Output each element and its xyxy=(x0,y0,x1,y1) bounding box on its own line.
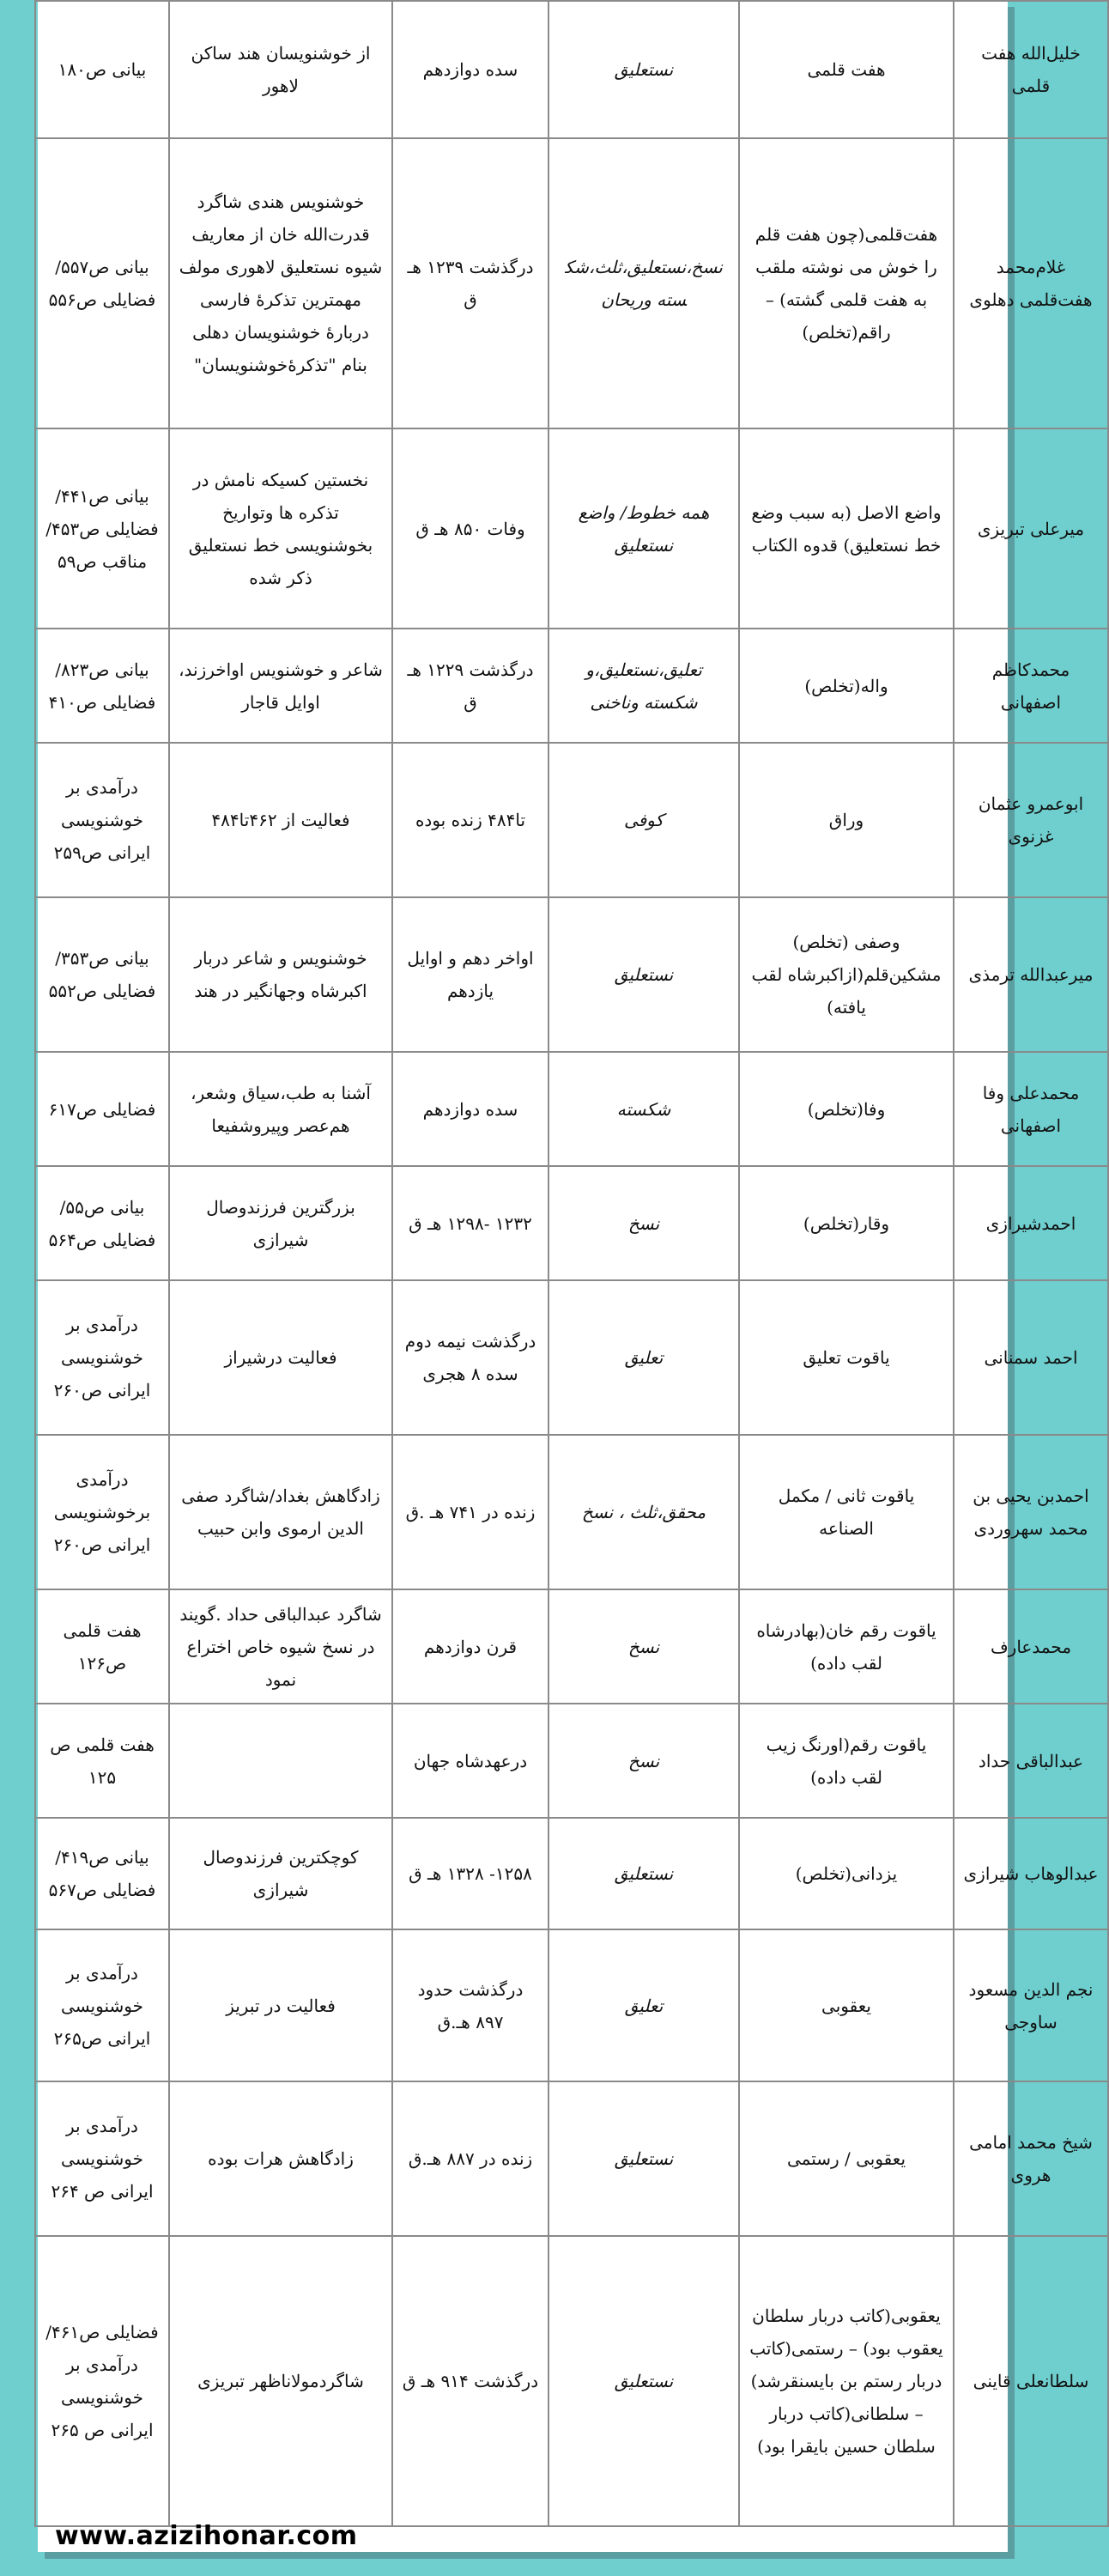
table-body xyxy=(35,1,1108,2526)
cell-period: سده دوازدهم xyxy=(392,1052,548,1166)
cell-style: شکسته xyxy=(548,1052,739,1166)
cell-source: بیانی ص۸۲۳/ فضایلی ص۴۱۰ xyxy=(35,629,169,743)
cell-description: زادگاهش هرات بوده xyxy=(169,2081,392,2236)
cell-name: میرعبدالله ترمذی xyxy=(954,897,1108,1052)
table-row xyxy=(35,1280,1108,1435)
cell-style: نستعلیق xyxy=(548,2081,739,2236)
cell-period: درگذشت نیمه دوم سده ۸ هجری xyxy=(392,1280,548,1435)
cell-source: بیانی ص۱۸۰ xyxy=(35,1,169,138)
cell-style: کوفی xyxy=(548,743,739,897)
table-row xyxy=(35,2236,1108,2526)
cell-source: فضایلی ص۴۶۱/ درآمدی بر خوشنویسی ایرانی ص ۲۶۵ xyxy=(35,2236,169,2526)
cell-style: نسخ xyxy=(548,1704,739,1818)
cell-description: بزرگترین فرزندوصال شیرازی xyxy=(169,1166,392,1280)
cell-style: تعلیق xyxy=(548,1280,739,1435)
cell-source: درآمدی بر خوشنویسی ایرانی ص۲۶۵ xyxy=(35,1929,169,2081)
cell-period: اواخر دهم و اوایل یازدهم xyxy=(392,897,548,1052)
cell-title: یزدانی(تخلص) xyxy=(739,1818,954,1929)
cell-description: شاگردمولاناظهر تبریزی xyxy=(169,2236,392,2526)
cell-title: وراق xyxy=(739,743,954,897)
table-row xyxy=(35,897,1108,1052)
cell-name: احمدشیرازی xyxy=(954,1166,1108,1280)
cell-style: نستعلیق xyxy=(548,1,739,138)
cell-title: یعقوبی(کاتب دربار سلطان یعقوب بود) – رستمی(کاتب دربار رستم بن بایسنقرشد) – سلطانی(کاتب دربار سلطان حسین بایقرا بود) xyxy=(739,2236,954,2526)
cell-name: محمدکاظم اصفهانی xyxy=(954,629,1108,743)
cell-title: یعقوبی xyxy=(739,1929,954,2081)
cell-description: فعالیت درشیراز xyxy=(169,1280,392,1435)
table-row xyxy=(35,1166,1108,1280)
cell-name: نجم الدین مسعود ساوجی xyxy=(954,1929,1108,2081)
cell-name: احمدبن یحیی بن محمد سهروردی xyxy=(954,1435,1108,1589)
cell-title: وفا(تخلص) xyxy=(739,1052,954,1166)
cell-style: نسخ،نستعلیق،ثلث،شکسته وریحان xyxy=(548,138,739,428)
cell-source: فضایلی ص۶۱۷ xyxy=(35,1052,169,1166)
table-row xyxy=(35,1052,1108,1166)
cell-source: درآمدی بر خوشنویسی ایرانی ص۲۶۰ xyxy=(35,1280,169,1435)
cell-style: نسخ xyxy=(548,1589,739,1704)
table-row xyxy=(35,743,1108,897)
cell-period: ۱۲۳۲ -۱۲۹۸ هـ ق xyxy=(392,1166,548,1280)
cell-source: بیانی ص۳۵۳/فضایلی ص۵۵۲ xyxy=(35,897,169,1052)
cell-period: ۱۲۵۸- ۱۳۲۸ هـ ق xyxy=(392,1818,548,1929)
table-row xyxy=(35,629,1108,743)
cell-source: بیانی ص۵۵/ فضایلی ص۵۶۴ xyxy=(35,1166,169,1280)
cell-title: یاقوت رقم(اورنگ زیب لقب داده) xyxy=(739,1704,954,1818)
cell-style: تعلیق،نستعلیق،و شکسته وناخنی xyxy=(548,629,739,743)
cell-title: وقار(تخلص) xyxy=(739,1166,954,1280)
cell-description xyxy=(169,1704,392,1818)
cell-name: خلیل‌الله هفت قلمی xyxy=(954,1,1108,138)
cell-source: درآمدی بر خوشنویسی ایرانی ص۲۵۹ xyxy=(35,743,169,897)
cell-name: عبدالوهاب شیرازی xyxy=(954,1818,1108,1929)
cell-title: یاقوت رقم خان(بهادرشاه لقب داده) xyxy=(739,1589,954,1704)
cell-period: قرن دوازدهم xyxy=(392,1589,548,1704)
cell-description: زادگاهش بغداد/شاگرد صفی الدین ارموی وابن حبیب xyxy=(169,1435,392,1589)
cell-description: فعالیت در تبریز xyxy=(169,1929,392,2081)
cell-source: بیانی ص۴۱۹/ فضایلی ص۵۶۷ xyxy=(35,1818,169,1929)
cell-period: سده دوازدهم xyxy=(392,1,548,138)
cell-style: نستعلیق xyxy=(548,2236,739,2526)
cell-title: یاقوت تعلیق xyxy=(739,1280,954,1435)
cell-source: هفت قلمی ص۱۲۶ xyxy=(35,1589,169,1704)
cell-description: شاگرد عبدالباقی حداد .گویند در نسخ شیوه خاص اختراع نمود xyxy=(169,1589,392,1704)
cell-style: محقق،ثلث ، نسخ xyxy=(548,1435,739,1589)
cell-description: خوشنویس و شاعر دربار اکبرشاه وجهانگیر در هند xyxy=(169,897,392,1052)
cell-title: واضع الاصل (به سبب وضع خط نستعلیق) قدوه الکتاب xyxy=(739,428,954,629)
cell-style: نستعلیق xyxy=(548,1818,739,1929)
site-watermark: www.azizihonar.com xyxy=(55,2521,358,2551)
cell-title: وصفی (تخلص) مشکین‌قلم(ازاکبرشاه لقب یافته) xyxy=(739,897,954,1052)
cell-style: نسخ xyxy=(548,1166,739,1280)
table-row xyxy=(35,1,1108,138)
table-row xyxy=(35,2081,1108,2236)
cell-source: درآمدی برخوشنویسی ایرانی ص۲۶۰ xyxy=(35,1435,169,1589)
cell-name: سلطانعلی قاینی xyxy=(954,2236,1108,2526)
table-row xyxy=(35,1818,1108,1929)
table-row xyxy=(35,428,1108,629)
cell-description: کوچکترین فرزندوصال شیرازی xyxy=(169,1818,392,1929)
cell-title: واله(تخلص) xyxy=(739,629,954,743)
cell-title: هفت قلمی xyxy=(739,1,954,138)
cell-period: درگذشت ۱۲۲۹ هـ ق xyxy=(392,629,548,743)
cell-style: تعلیق xyxy=(548,1929,739,2081)
cell-source: هفت قلمی ص ۱۲۵ xyxy=(35,1704,169,1818)
table-row xyxy=(35,138,1108,428)
cell-source: درآمدی بر خوشنویسی ایرانی ص ۲۶۴ xyxy=(35,2081,169,2236)
table-row xyxy=(35,1929,1108,2081)
cell-name: عبدالباقی حداد xyxy=(954,1704,1108,1818)
cell-name: احمد سمنانی xyxy=(954,1280,1108,1435)
calligraphers-table xyxy=(34,0,1109,2527)
table-row xyxy=(35,1435,1108,1589)
table-row xyxy=(35,1589,1108,1704)
cell-description: شاعر و خوشنویس اواخرزند، اوایل قاجار xyxy=(169,629,392,743)
cell-title: هفت‌قلمی(چون هفت قلم را خوش می نوشته ملقب به هفت قلمی گشته) – راقم(تخلص) xyxy=(739,138,954,428)
cell-period: درگذشت ۱۲۳۹ هـ ق xyxy=(392,138,548,428)
cell-name: غلام‌محمد هفت‌قلمی دهلوی xyxy=(954,138,1108,428)
cell-name: محمدعلی وفا اصفهانی xyxy=(954,1052,1108,1166)
cell-period: درگذشت ۹۱۴ هـ ق xyxy=(392,2236,548,2526)
cell-period: تا۴۸۴ زنده بوده xyxy=(392,743,548,897)
cell-description: از خوشنویسان هند ساکن لاهور xyxy=(169,1,392,138)
cell-source: بیانی ص۵۵۷/ فضایلی ص۵۵۶ xyxy=(35,138,169,428)
cell-source: بیانی ص۴۴۱/فضایلی ص۴۵۳/مناقب ص۵۹ xyxy=(35,428,169,629)
cell-name: ابوعمرو عثمان غزنوی xyxy=(954,743,1108,897)
cell-period: وفات ۸۵۰ هـ ق xyxy=(392,428,548,629)
cell-period: زنده در ۸۸۷ هـ.ق xyxy=(392,2081,548,2236)
cell-name: محمدعارف xyxy=(954,1589,1108,1704)
cell-period: زنده در ۷۴۱ هـ .ق xyxy=(392,1435,548,1589)
cell-title: یعقوبی / رستمی xyxy=(739,2081,954,2236)
cell-style: نستعلیق xyxy=(548,897,739,1052)
cell-description: نخستین کسیکه نامش در تذکره ها وتواریخ بخوشنویسی خط نستعلیق ذکر شده xyxy=(169,428,392,629)
cell-period: درگذشت حدود ۸۹۷ هـ.ق xyxy=(392,1929,548,2081)
cell-description: آشنا به طب،سیاق وشعر، هم‌عصر وپیروشفیعا xyxy=(169,1052,392,1166)
cell-title: یاقوت ثانی / مکمل الصناعه xyxy=(739,1435,954,1589)
cell-name: میرعلی تبریزی xyxy=(954,428,1108,629)
cell-description: خوشنویس هندی شاگرد قدرت‌الله خان از معاریف شیوه نستعلیق لاهوری مولف مهمترین تذکرۀ فارسی دربارۀ خوشنویسان دهلی بنام "تذکرۀخوشنویسان" xyxy=(169,138,392,428)
cell-name: شیخ محمد امامی هروی xyxy=(954,2081,1108,2236)
table-row xyxy=(35,1704,1108,1818)
cell-style: همه خطوط/ واضع نستعلیق xyxy=(548,428,739,629)
cell-description: فعالیت از ۴۶۲تا۴۸۴ xyxy=(169,743,392,897)
cell-period: درعهدشاه جهان xyxy=(392,1704,548,1818)
